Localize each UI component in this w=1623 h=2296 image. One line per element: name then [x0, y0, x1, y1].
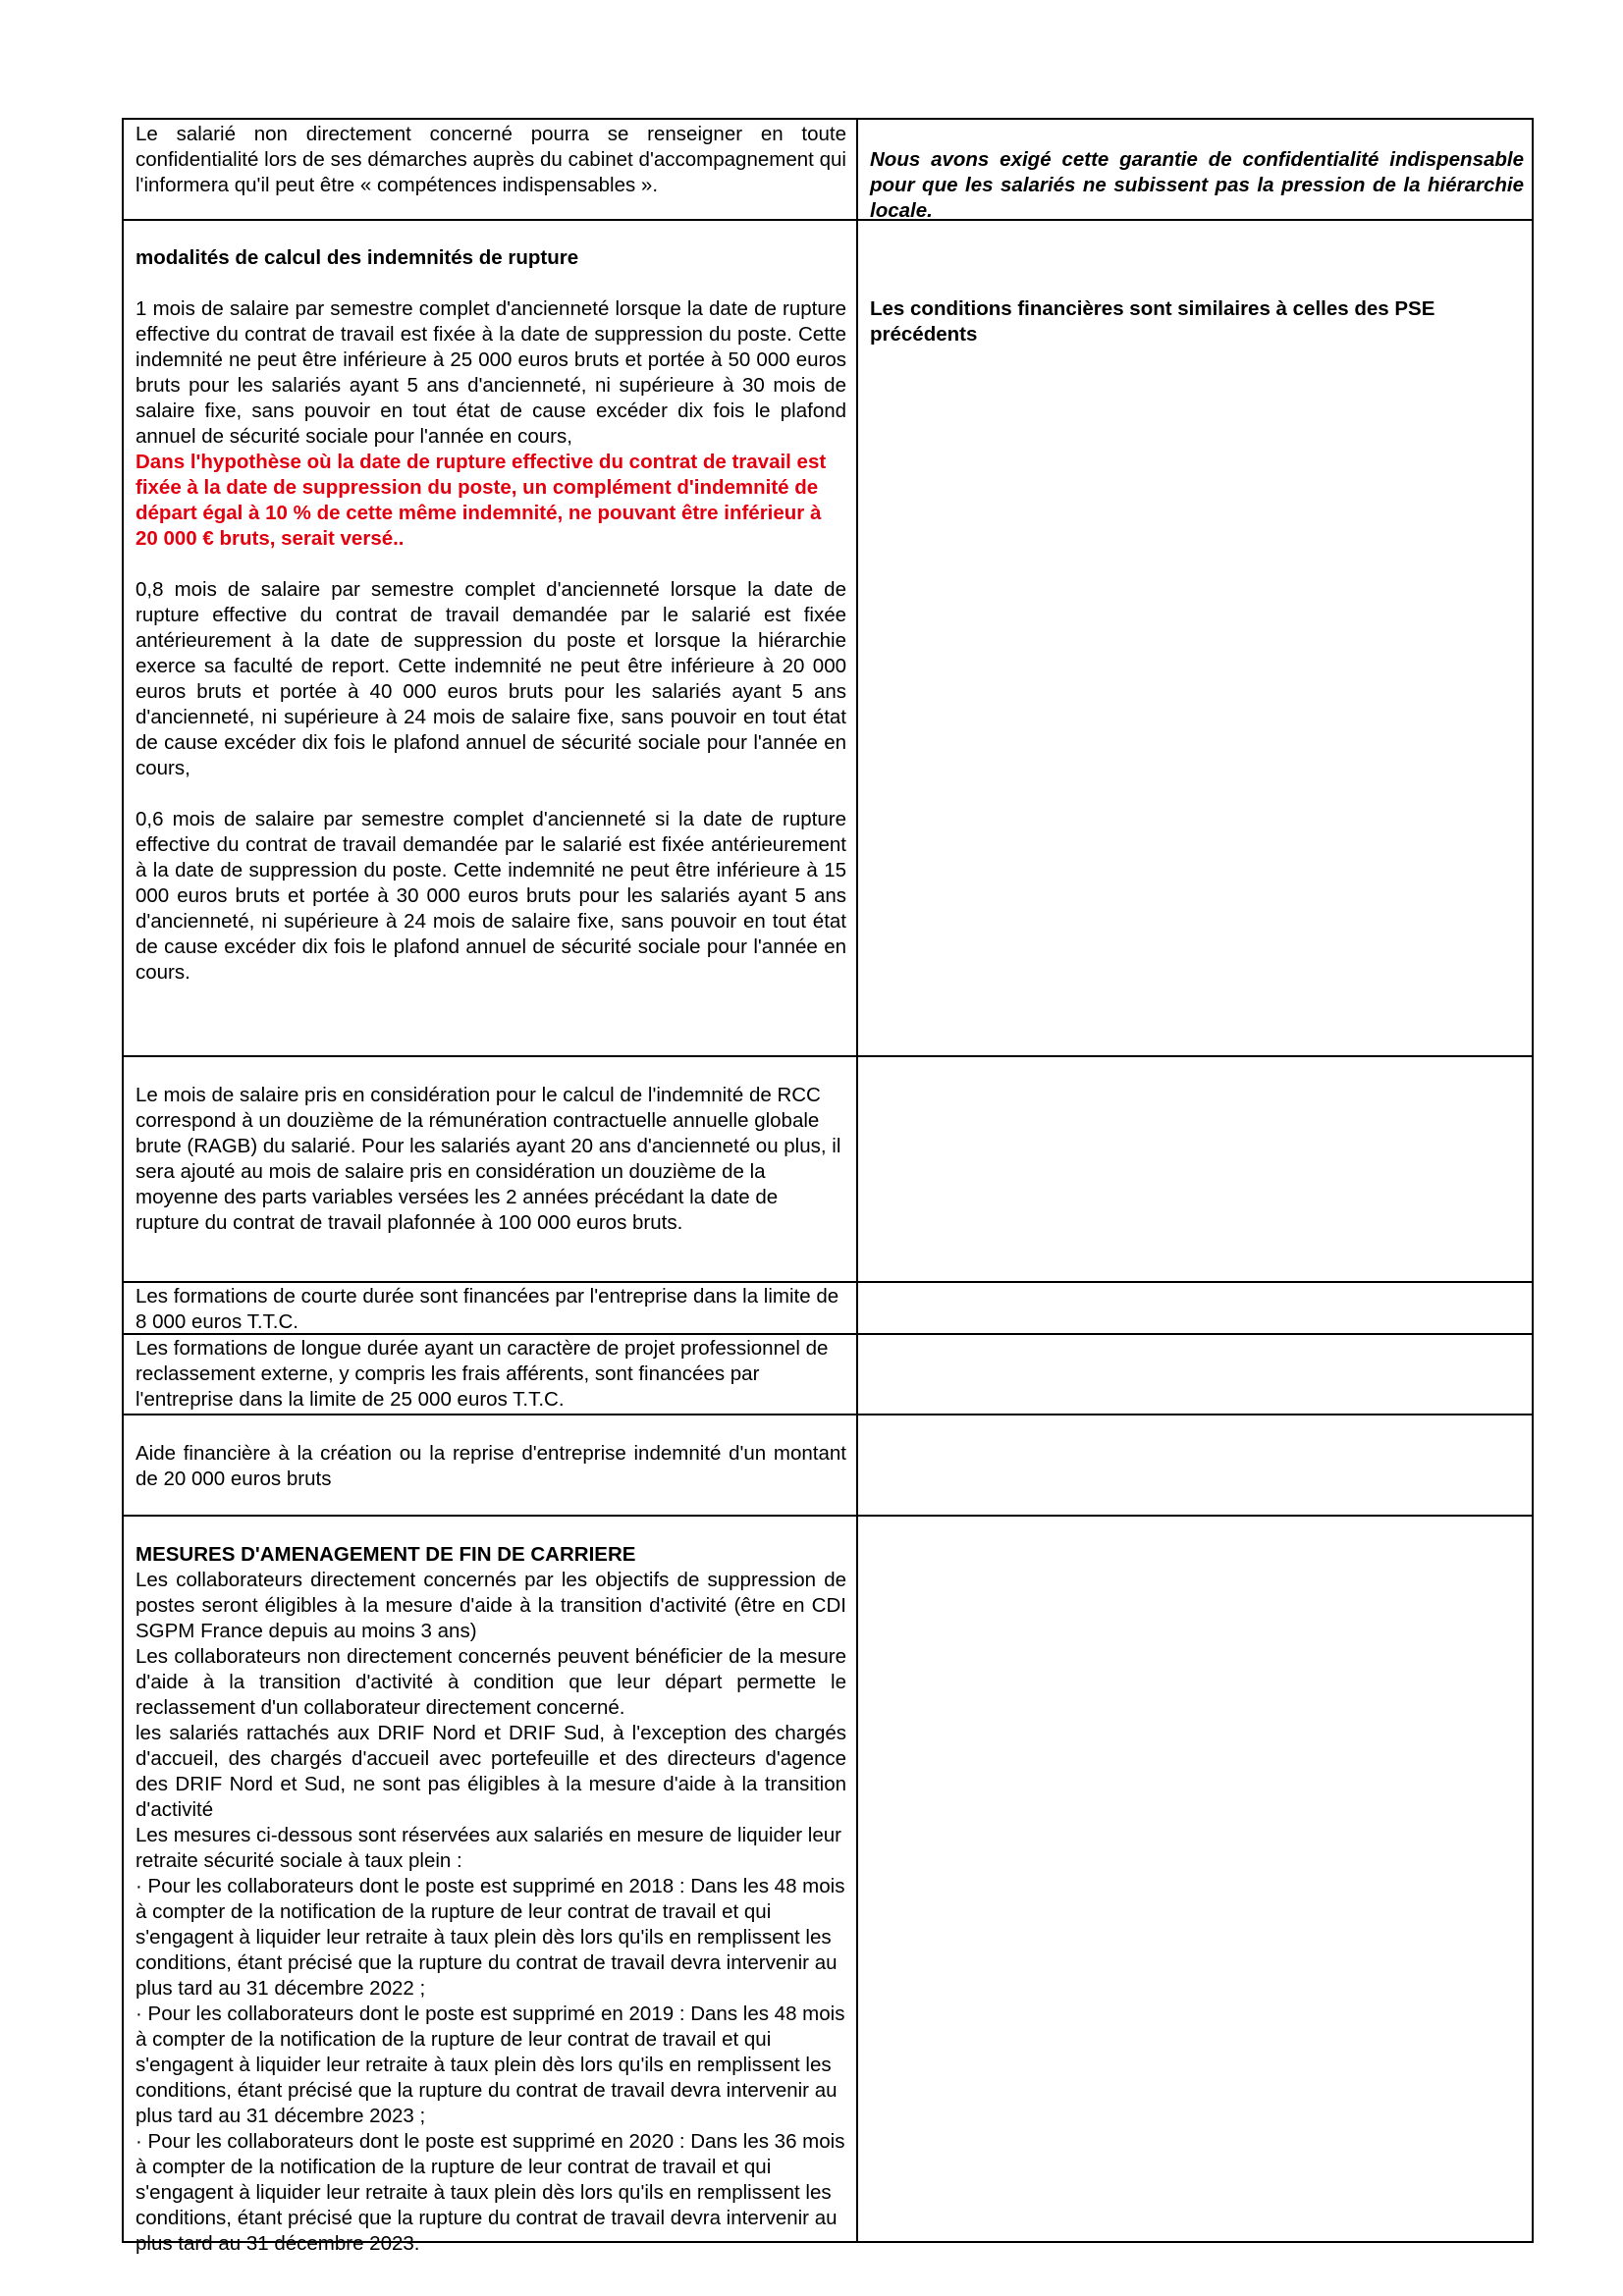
row7-paragraph-4: Les mesures ci-dessous sont réservées aux salariés en mesure de liquider leur retraite sécurité sociale à taux plein : — [135, 1824, 841, 1872]
row6-left-cell — [135, 1441, 846, 1492]
column-divider — [856, 120, 858, 2241]
row6-left-text: Aide financière à la création ou la reprise d'entreprise indemnité d'un montant de 20 000 euros bruts — [135, 1442, 846, 1490]
row7-bullet-2: · Pour les collaborateurs dont le poste est supprimé en 2019 : Dans les 48 mois à compter de la notification de la rupture de leur contrat de travail et qui s'engagent à liquider leur retraite à taux plein dès lors qu'ils en remplissent les conditions, étant précisé que la rupture du contrat de travail devra intervenir au plus tard au 31 décembre 2023 ; — [135, 2002, 845, 2127]
row-divider — [124, 1281, 1532, 1283]
row7-paragraph-2: Les collaborateurs non directement concernés peuvent bénéficier de la mesure d'aide à la transition d'activité à condition que leur départ permette le reclassement d'un collaborateur directement concerné. — [135, 1645, 846, 1719]
row2-right-text: Les conditions financières sont similaires à celles des PSE précédents — [870, 297, 1435, 346]
row7-left-cell — [135, 1542, 846, 2257]
row2-paragraph-1-highlight: Dans l'hypothèse où la date de rupture effective du contrat de travail est fixée à la date de suppression du poste, un complément d'indemnité de départ égal à 10 % de cette même indemnité, ne pouvant être inférieur à 20 000 € bruts, serait versé.. — [135, 451, 827, 550]
row7-bullet-1: · Pour les collaborateurs dont le poste est supprimé en 2018 : Dans les 48 mois à compter de la notification de la rupture de leur contrat de travail et qui s'engagent à liquider leur retraite à taux plein dès lors qu'ils en remplissent les conditions, étant précisé que la rupture du contrat de travail devra intervenir au plus tard au 31 décembre 2022 ; — [135, 1875, 845, 2000]
row2-right-cell — [870, 296, 1524, 347]
row3-left-cell — [135, 1083, 846, 1236]
row1-right-cell — [870, 147, 1524, 224]
row2-paragraph-2: 0,8 mois de salaire par semestre complet d'ancienneté lorsque la date de rupture effective du contrat de travail demandée par le salarié est fixée antérieurement à la date de suppression du poste et lorsque la hiérarchie exerce sa faculté de report. Cette indemnité ne peut être inférieure à 20 000 euros bruts et portée à 40 000 euros bruts pour les salariés ayant 5 ans d'ancienneté, ni supérieure à 24 mois de salaire fixe, sans pouvoir en tout état de cause excéder dix fois le plafond annuel de sécurité sociale pour l'année en cours, — [135, 578, 846, 779]
row7-paragraph-3: les salariés rattachés aux DRIF Nord et DRIF Sud, à l'exception des chargés d'accueil, des chargés d'accueil avec portefeuille et des directeurs d'agence des DRIF Nord et Sud, ne sont pas éligibles à la mesure d'aide à la transition d'activité — [135, 1722, 846, 1821]
row1-right-text: Nous avons exigé cette garantie de confidentialité indispensable pour que les salariés ne subissent pas la pression de la hiérarchie locale. — [870, 148, 1524, 222]
row7-bullet-3: · Pour les collaborateurs dont le poste est supprimé en 2020 : Dans les 36 mois à compter de la notification de la rupture de leur contrat de travail et qui s'engagent à liquider leur retraite à taux plein dès lors qu'ils en remplissent les conditions, étant précisé que la rupture du contrat de travail devra intervenir au plus tard au 31 décembre 2023. — [135, 2130, 845, 2255]
row2-heading: modalités de calcul des indemnités de rupture — [135, 246, 579, 269]
row7-heading: MESURES D'AMENAGEMENT DE FIN DE CARRIERE — [135, 1543, 636, 1566]
row7-paragraph-1: Les collaborateurs directement concernés par les objectifs de suppression de postes seront éligibles à la mesure d'aide à la transition d'activité (être en CDI SGPM France depuis au moins 3 ans) — [135, 1569, 846, 1642]
row-divider — [124, 1055, 1532, 1057]
row4-left-text: Les formations de courte durée sont financées par l'entreprise dans la limite de 8 000 euros T.T.C. — [135, 1285, 839, 1333]
row2-paragraph-3: 0,6 mois de salaire par semestre complet d'ancienneté si la date de rupture effective du contrat de travail demandée par le salarié est fixée antérieurement à la date de suppression du poste. Cette indemnité ne peut être inférieure à 15 000 euros bruts et portée à 30 000 euros bruts pour les salariés ayant 5 ans d'ancienneté, ni supérieure à 24 mois de salaire fixe, sans pouvoir en tout état de cause excéder dix fois le plafond annuel de sécurité sociale pour l'année en cours. — [135, 808, 846, 984]
row-divider — [124, 1414, 1532, 1415]
row1-left-text: Le salarié non directement concerné pourra se renseigner en toute confidentialité lors de ses démarches auprès du cabinet d'accompagnement qui l'informera qu'il peut être « compétences indispensables ». — [135, 123, 846, 196]
row1-left-cell — [135, 122, 846, 198]
row2-paragraph-1: 1 mois de salaire par semestre complet d'ancienneté lorsque la date de rupture effective du contrat de travail est fixée à la date de suppression du poste. Cette indemnité ne peut être inférieure à 25 000 euros bruts et portée à 50 000 euros bruts pour les salariés ayant 5 ans d'ancienneté, ni supérieure à 30 mois de salaire fixe, sans pouvoir en tout état de cause excéder dix fois le plafond annuel de sécurité sociale pour l'année en cours, — [135, 297, 846, 448]
row3-left-text: Le mois de salaire pris en considération pour le calcul de l'indemnité de RCC correspond à un douzième de la rémunération contractuelle annuelle globale brute (RAGB) du salarié. Pour les salariés ayant 20 ans d'ancienneté ou plus, il sera ajouté au mois de salaire pris en considération un douzième de la moyenne des parts variables versées les 2 années précédant la date de rupture du contrat de travail plafonnée à 100 000 euros bruts. — [135, 1084, 841, 1234]
row5-left-text: Les formations de longue durée ayant un caractère de projet professionnel de reclassement externe, y compris les frais afférents, sont financées par l'entreprise dans la limite de 25 000 euros T.T.C. — [135, 1337, 829, 1411]
document-table — [122, 118, 1534, 2255]
row-divider — [124, 1515, 1532, 1517]
row2-left-cell — [135, 245, 846, 986]
row4-left-cell — [135, 1284, 846, 1335]
row5-left-cell — [135, 1336, 846, 1413]
